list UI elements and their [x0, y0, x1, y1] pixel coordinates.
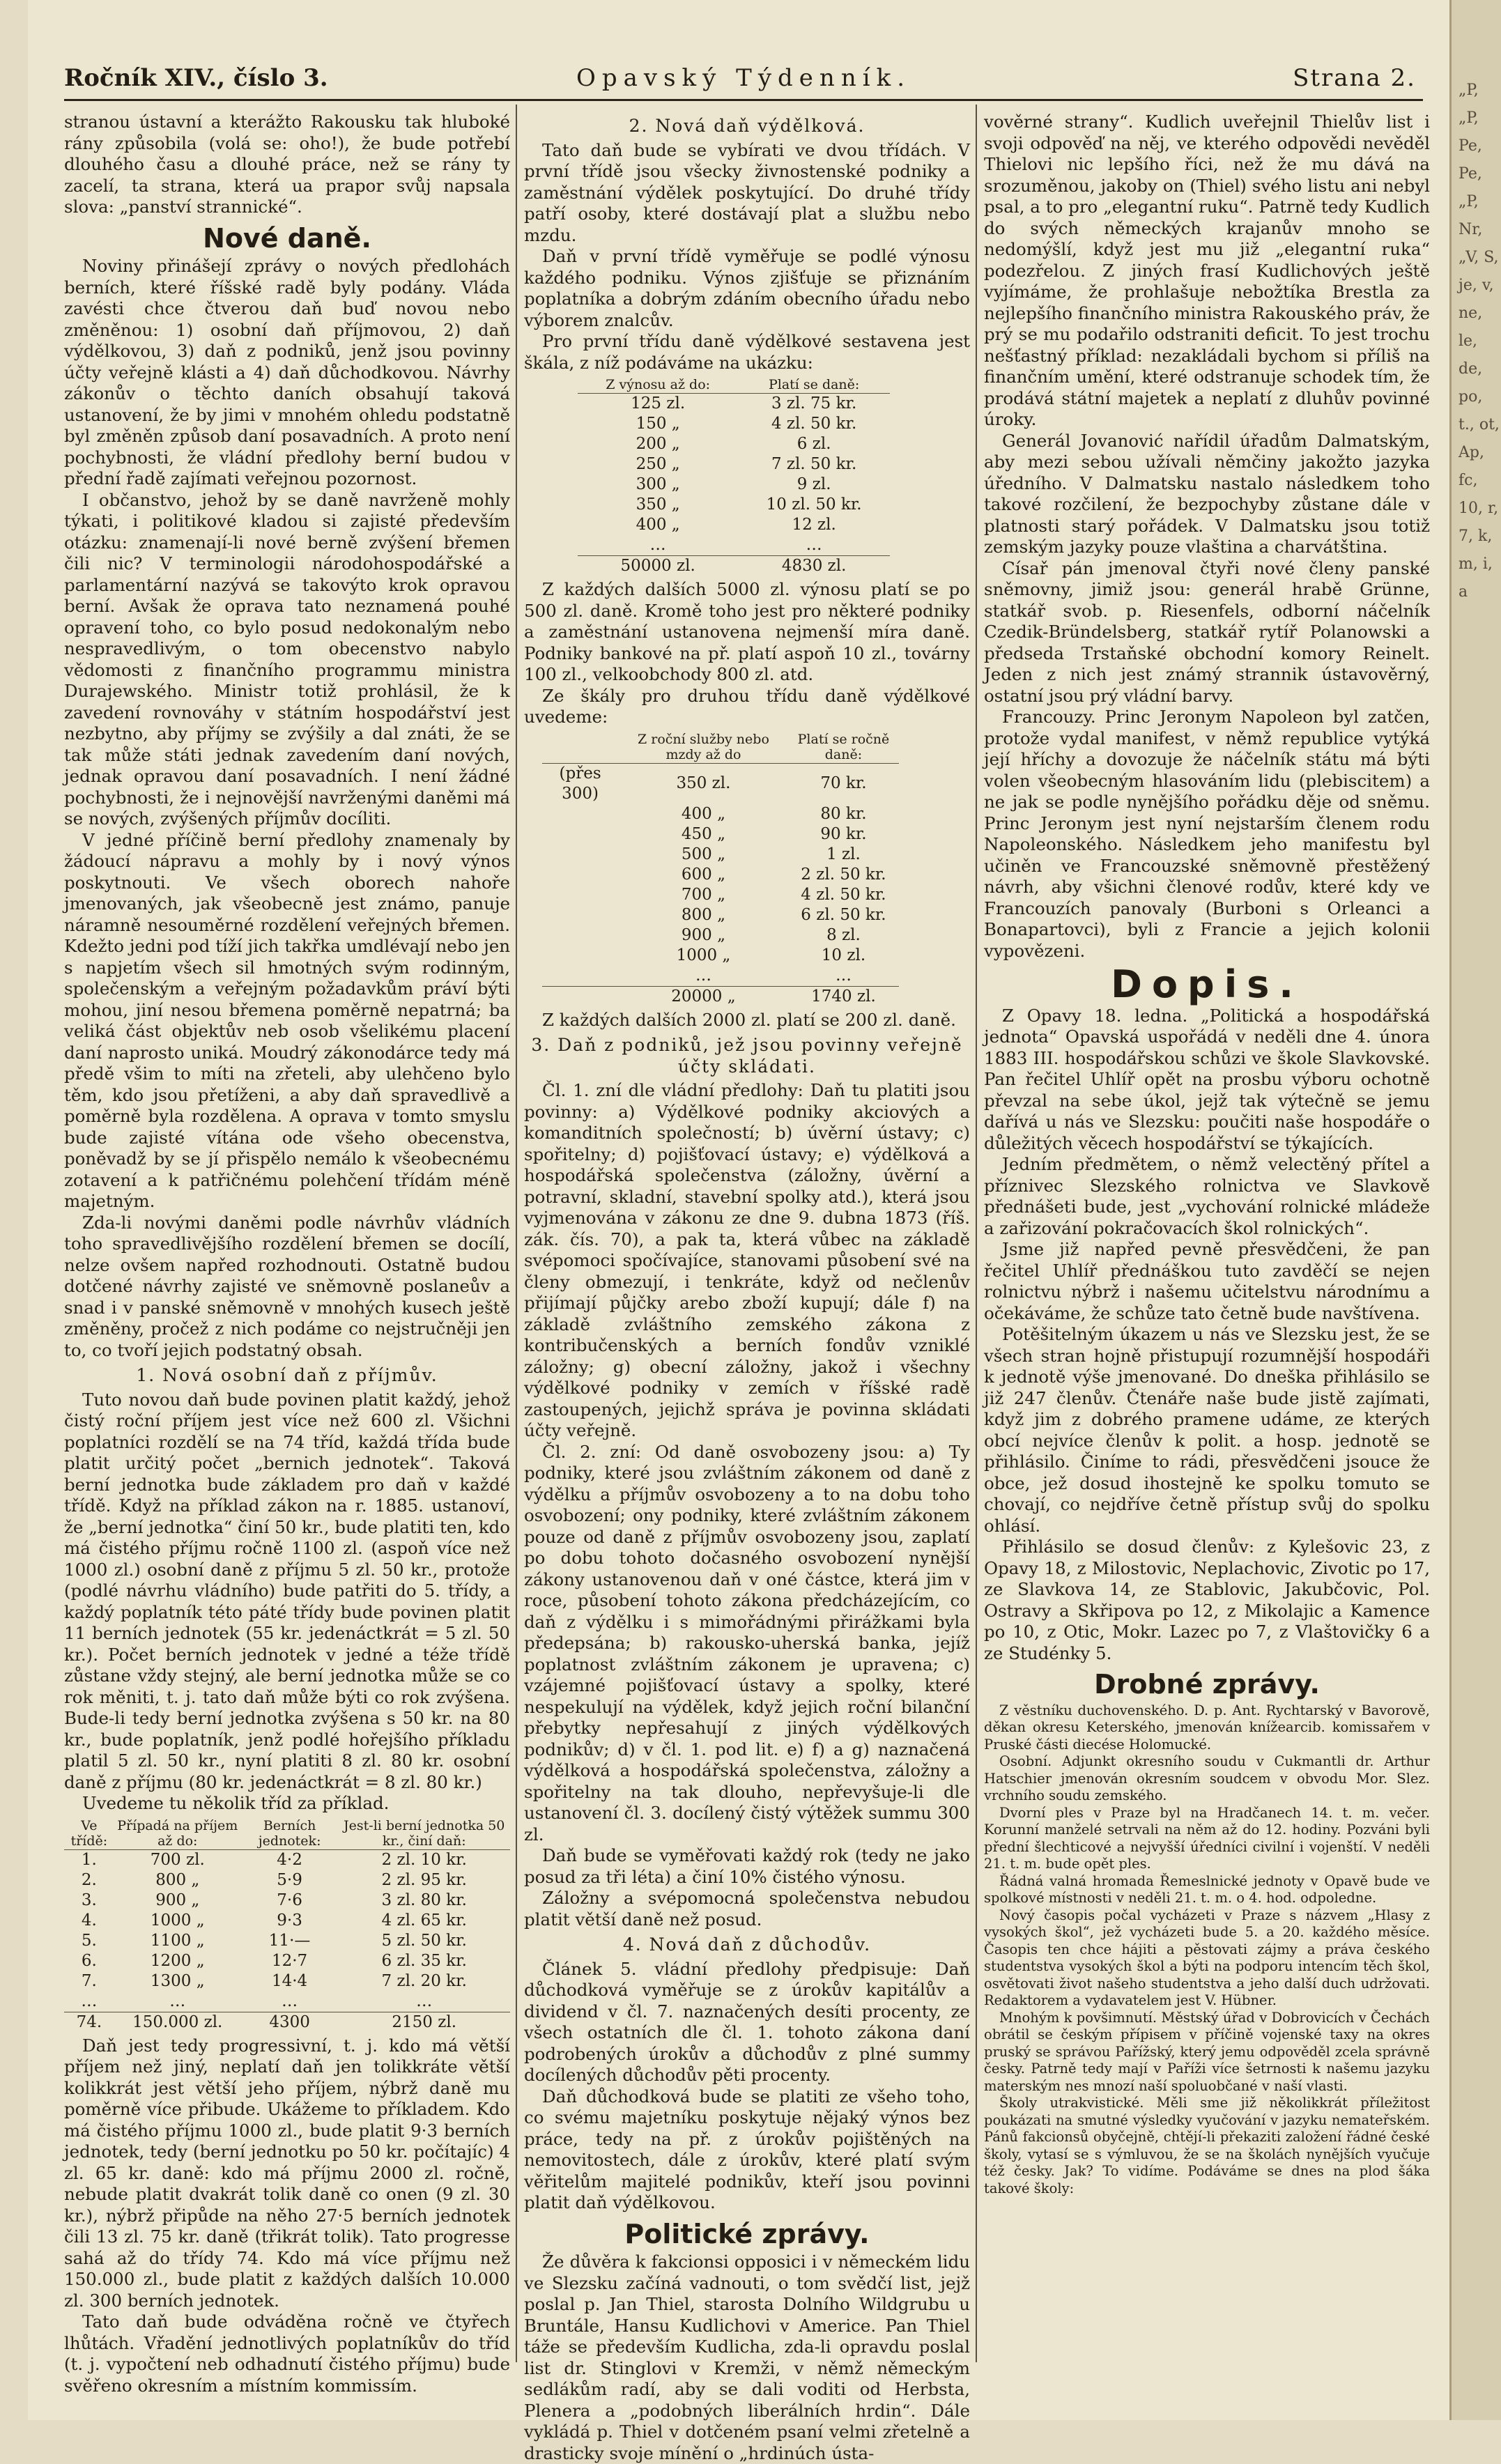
- table-cell: 7 zl. 50 kr.: [771, 455, 857, 473]
- table-row: [542, 966, 899, 987]
- table-cell: 4 zl. 65 kr.: [381, 1911, 467, 1930]
- table-cell: …: [81, 1992, 98, 2010]
- table-cell: …: [806, 536, 822, 554]
- table-cell: 1 zl.: [826, 845, 861, 863]
- table-cell: 400 „: [681, 804, 726, 823]
- adjacent-page-edge: [1449, 0, 1501, 2420]
- table-cell: 3 zl. 75 kr.: [771, 394, 857, 413]
- paragraph: Jsme již napřed pevně přesvědčeni, že pan řečitel Uhlíř přednáškou tuto zavděčí se nejen rolnictvu nýbrž i našemu učitelstvu národnímu a očekáváme, že schůze tato četně bude navštívena.: [984, 1239, 1430, 1323]
- column-rule: [516, 105, 517, 2362]
- table-row: [578, 475, 890, 495]
- table-cell: 4300: [241, 2012, 339, 2033]
- table-cell: …: [695, 966, 711, 985]
- table-cell: 350 „: [636, 495, 680, 514]
- table-cell: [542, 986, 619, 1007]
- table-row: [64, 1931, 510, 1951]
- table-row: [64, 1891, 510, 1911]
- table-cell: [542, 925, 619, 946]
- table-row: [64, 1911, 510, 1931]
- paragraph: Jedním předmětem, o němž velectěný přítel a příznivec Slezského rolnictva ve Slavkově přednášeti bude, jest „vychování rolnické mládeže a zařizování pokračovacích škol rolnických“.: [984, 1154, 1430, 1238]
- table-header: Z výnosu až do:: [578, 376, 739, 394]
- table-row: [542, 986, 899, 1007]
- table-row: [578, 454, 890, 475]
- paragraph: Že důvěra k fakcionsi opposici i v německém lidu ve Slezsku začíná vadnouti, o tom svědčí list, jejž poslal p. Jan Thiel, starosta Dolního Wildgrubu u Bruntále, Hansu Kudlichovi v Americe. Pan Thiel táže se především Kudlicha, zda-li opravdu poslal list dr. Stinglovi v Kremži, v němž německým sedlákům radí, aby se dali voditi od Herbsta, Plenera a „podobných liberálních hrdin“. Dále vykládá p. Thiel v dotčeném psaní velmi zřetelně a drasticky svoje mínění o „hrdinúch ústa-: [524, 2251, 970, 2463]
- paragraph: Z každých dalších 5000 zl. výnosu platí se po 500 zl. daně. Kromě toho jest pro některé podniky a zaměstnání ustanovena nejmenší míra daně. Podniky bankové na př. platí aspoň 10 zl., továrny 100 zl., velkoobchody 800 zl. atd.: [524, 579, 970, 684]
- trade-tax-table-2: [542, 731, 899, 1007]
- table-cell: 125 zl.: [631, 394, 686, 413]
- paragraph: Čl. 2. zní: Od daně osvobozeny jsou: a) Ty podniky, které jsou zvláštním zákonem od daně z výdělku a příjmův osvobozeny a to na dobu toho osvobození; ony podniky, které zvláštním zákonem pouze od daně z příjmův osvobozeny jsou, zaplatí po dobu tohoto dočasného osvobození nynější zákony ustanovenou daň v oné částce, která jim v roce, působení tohoto zákona předcházejícím, co daň z výdělku i s mimořádnými přirážkami byla předepsána; b) rakousko-uherská banka, jejíž poplatnost zvláštním zákonem je upravena; c) vzájemné pojišťovací ústavy a spolky, které nespekulují na výdělek, když jejich roční bilanční přebytky nepřesahují z jiných výdělkových podnikův; d) v čl. 1. pod lit. e) f) a g) naznačená výdělková a hospodářská společenstva, záložny a spořitelny na tak dlouho, nepřevyšuje-li dle ustanovení čl. 3. docílený čistý výtěžek summu 300 zl.: [524, 1441, 970, 1845]
- table-cell: 800 „: [155, 1870, 200, 1889]
- paragraph: Ze škály pro druhou třídu daně výdělkové uvedeme:: [524, 685, 970, 727]
- news-item: Školy utrakvistické. Měli sme již několikkrát příležitost poukázati na smutné výsledky vyučování v jazyku nemateřském. Pánů fakcionsů obyčejně, chtějí-li překaziti založení řádné české školy, vytasí se s výmluvou, že se na školách nynějších vyučuje též česky. Jak? To vidíme. Podáváme se dnes na plod šáka takové školy:: [984, 2095, 1430, 2196]
- paragraph: Z Opavy 18. ledna. „Politická a hospodářská jednota“ Opavská uspořádá v neděli dne 4. února 1883 III. hospodářskou schůzi ve škole Slavkovské. Pan řečitel Uhlíř opět na prosbu výboru ochotně převzal na sebe úkol, jejž tak výtečně se jemu dařívá u nás ve Slezsku: poučiti naše hospodáře o důležitých věcech hospodářství se týkajících.: [984, 1005, 1430, 1153]
- table-row: [542, 946, 899, 966]
- table-cell: 800 „: [681, 905, 726, 924]
- article-title: Drobné zprávy.: [1094, 1669, 1320, 1700]
- table-cell: 6 zl.: [796, 435, 831, 453]
- table-cell: 5.: [81, 1931, 97, 1950]
- table-cell: 900 „: [155, 1891, 200, 1909]
- news-item: Mnohým k povšimnutí. Městský úřad v Dobrovicích v Čechách obrátil se českým přípisem v příčině vojenské taxy na okres pruský se správou Pařížský, který jemu odpověděl zcela správně česky. Patrně tedy mají v Paříži více šetrnosti k našemu jazyku materským nes mnozí naší spoluobčané v naší vlasti.: [984, 2009, 1430, 2094]
- table-cell: [542, 885, 619, 905]
- column-3: [984, 111, 1430, 2341]
- table-header: Platí se ročně daně:: [788, 731, 898, 764]
- table-cell: 450 „: [681, 824, 726, 843]
- paragraph: Daň bude se vyměřovati každý rok (tedy ne jako posud za tři léta) a činí 10% čistého výnosu.: [524, 1845, 970, 1887]
- table-cell: 2.: [81, 1870, 97, 1889]
- table-header: Platí se daně:: [739, 376, 890, 394]
- paragraph: Článek 5. vládní předlohy předpisuje: Daň důchodková vyměřuje se z úrokův kapitálův a dividend v čl. 7. naznačených desíti procenty, ze všech ostatních dle čl. 1. tohoto zákona daní podrobených úrokův a důchodův z plné summy docílených důchodův pěti procenty.: [524, 1958, 970, 2085]
- news-item: Řádná valná hromada Řemeslnické jednoty v Opavě bude ve spolkové místnosti v neděli 21. t. m. o 4. hod. odpoledne.: [984, 1872, 1430, 1906]
- table-cell: 4830 zl.: [739, 556, 890, 577]
- table-cell: 500 „: [681, 845, 726, 863]
- table-cell: 1000 „: [676, 946, 731, 964]
- table-cell: 150.000 zl.: [114, 2012, 241, 2033]
- column-rule: [976, 105, 977, 2362]
- table-row: [578, 434, 890, 454]
- table-cell: 1.: [81, 1850, 97, 1869]
- table-cell: [542, 905, 619, 925]
- paragraph: Přihlásilo se dosud členův: z Kylešovic 23, z Opavy 18, z Milostovic, Neplachovic, Zivotic po 17, ze Slavkova 14, ze Stablovic, Jakubčovic, Pol. Ostravy a Skřipova po 12, z Mikolajic a Kamence po 10, z Otic, Mokr. Lazec po 7, z Vlaštovičky 6 a ze Studénky 5.: [984, 1537, 1430, 1663]
- income-tax-table: [64, 1817, 510, 2033]
- table-header: Berních jednotek:: [241, 1817, 339, 1850]
- table-cell: …: [282, 1992, 298, 2010]
- table-cell: …: [835, 966, 852, 985]
- table-row: [64, 1992, 510, 2012]
- table-cell: 9·3: [277, 1911, 302, 1930]
- table-row: [542, 925, 899, 946]
- article-title: Politické zprávy.: [624, 2218, 870, 2249]
- table-cell: 11·—: [268, 1931, 311, 1950]
- table-cell: 4 zl. 50 kr.: [801, 885, 886, 904]
- table-cell: [542, 966, 619, 987]
- news-item: Nový časopis počal vycházeti v Praze s názvem „Hlasy z vysokých škol“, jež vycházeti bude 5. a 20. každého měsíce. Časopis ten chce hájiti a pěstovati zájmy a práva českého studentstva vysokých škol a býti na podporu intencím těch škol, osvětovati život našeho studentstva a jeho další duch udržovati. Redaktorem a vydavatelem jest V. Hübner.: [984, 1907, 1430, 2008]
- section-heading: 4. Nová daň z důchodův.: [622, 1934, 872, 1955]
- table-cell: 1740 zl.: [788, 986, 898, 1007]
- table-row: [542, 865, 899, 885]
- table-cell: 7·6: [277, 1891, 302, 1909]
- column-1: [64, 111, 510, 2396]
- paragraph: Generál Jovanović nařídil úřadům Dalmatským, aby mezi sebou užívali němčiny jakožto jazyka úředního. V Dalmatsku nastalo následkem toho takové rozčilení, že bezpochyby zůstane dále v platnosti starý pořádek. V Dalmatsku jsou totiž zemským jazyky pouze vlaština a charvátština.: [984, 430, 1430, 557]
- table-row: [578, 535, 890, 556]
- table-cell: [542, 804, 619, 824]
- table-row: [578, 414, 890, 434]
- table-cell: 600 „: [681, 865, 726, 884]
- table-cell: 150 „: [636, 415, 680, 433]
- paragraph: Čl. 1. zní dle vládní předlohy: Daň tu platiti jsou povinny: a) Výdělkové podniky akciových a komanditních společností; b) úvěrní ústavy; c) spořitelny; d) pojišťovací ústavy; e) výdělková a hospodářská společenstva (záložny, úvěrní a potravní, skladní, stavební spolky atd.), která jsou vyjmenována v zákonu ze dne 9. dubna 1873 (říš. zák. čís. 70), a pak ta, která vůbec na základě svépomoci spočívajíce, stanovami působení své na členy obmezují, i tenkráte, když od nečlenův přijímají půjčky arebo zboží kupují; dále f) na základě zvláštního zemského zákona z kontribučenských a berních fondův vzniklé záložny; g) obecní záložny, jakož i všechny výdělkové podniky v zemích v říšské radě zastoupených, jejichž správa je povinna skládati účty veřejně.: [524, 1080, 970, 1440]
- table-cell: 8 zl.: [826, 925, 861, 944]
- table-row: [64, 2012, 510, 2033]
- table-cell: [542, 845, 619, 865]
- table-cell: 7.: [81, 1971, 97, 1990]
- table-cell: 7 zl. 20 kr.: [381, 1971, 467, 1990]
- table-cell: 6 zl. 35 kr.: [381, 1951, 467, 1970]
- table-cell: 250 „: [636, 455, 680, 473]
- paragraph: I občanstvo, jehož by se daně navrženě mohly týkati, i politikové kladou si zajisté především otázku: znamenají-li nové berně zvýšení břemen čili nic? V terminologii národohospodářské a parlamentární nazývá se takovýto krok opravou berní. Avšak že oprava tato neznamená pouhé opravení toho, co bylo posud nedokonalým nebo nespravedlivým, o tom obecenstvo nabylo vědomosti z finančního programmu ministra Durajewského. Ministr totiž prohlásil, že k zavedení rovnováhy v státním hospodářství jest nezbytno, aby příjmy se zvýšily a dal znáti, že se tak může státi jednak zavedením daní nových, jednak opravou daní posavadních. I není žádné pochybnosti, že i nejnovější navrženými daněmi má se nových, zvýšených příjmův docíliti.: [64, 489, 510, 829]
- table-cell: [542, 865, 619, 885]
- table-cell: 4.: [81, 1911, 97, 1930]
- paragraph: Potěšitelným úkazem u nás ve Slezsku jest, že se všech stran hojně přistupují rozumnější hospodáři k jednotě výše jmenované. Do dneška přihlásilo se již 247 členův. Čtenáře naše bude jistě zajímati, když jim z dobrého pramene udáme, ze kterých obcí nejvíce členův k polit. a hosp. jednotě se přihlásilo. Činíme to rádi, přesvědčeni jsouce že obce, jež dosud ihostejně ke spolku tomuto se chovají, co nejdříve četně přístup svůj do spolku ohlásí.: [984, 1324, 1430, 1536]
- table-cell: 20000 „: [619, 986, 789, 1007]
- table-cell: 10 zl.: [821, 946, 866, 964]
- table-row: [542, 804, 899, 824]
- news-item: Dvorní ples v Praze byl na Hradčanech 14. t. m. večer. Korunní manželé setrvali na něm až do 12. hodiny. Pozváni byli přední šlechticové a nejvyšší úředníci civilní i vojenští. V neděli 21. t. m. bude opět ples.: [984, 1804, 1430, 1872]
- table-row: [578, 515, 890, 535]
- table-row: [64, 1971, 510, 1992]
- adjacent-page-fragments: „P, „P, Pe, Pe, „P, Nr, „V, S, je, v, ne, le, de, po, t., ot, Ap, fc, 10, r, 7, k, m, i, a: [1458, 82, 1500, 601]
- paragraph: Pro první třídu daně výdělkové sestavena jest škála, z níž podáváme na ukázku:: [524, 331, 970, 373]
- paragraph: Daň jest tedy progressivní, t. j. kdo má větší příjem než jiný, neplatí daň jen tolikkráte větší kolikkrát jest větší jeho příjem, nýbrž daně mu poměrně více přibude. Ukážeme to příkladem. Kdo má čistého příjmu 1000 zl., bude platit 9·3 berních jednotek, tedy (berní jednotku po 50 kr. počítajíc) 4 zl. 65 kr. daně: kdo má příjmu 2000 zl. ročně, nebude platit dvakrát tolik daně co onen (9 zl. 30 kr.), nýbrž připůde na něho 27·5 berních jednotek čili 13 zl. 75 kr. daně (třikrát tolik). Tato progresse sahá až do třídy 74. Kdo má více příjmu než 150.000 zl., bude platit z každých dalších 10.000 zl. 300 berních jednotek.: [64, 2035, 510, 2311]
- newspaper-title: Opavský Týdenník.: [576, 64, 911, 92]
- table-cell: 1000 „: [150, 1911, 205, 1930]
- table-cell: [542, 824, 619, 845]
- table-cell: 5·9: [277, 1870, 302, 1889]
- table-cell: 300 „: [636, 475, 680, 493]
- table-header: Ve třídě:: [64, 1817, 114, 1850]
- table-cell: 4·2: [277, 1850, 302, 1869]
- table-cell: 5 zl. 50 kr.: [381, 1931, 467, 1950]
- table-header: Z roční služby nebo mzdy až do: [619, 731, 789, 764]
- table-header: Případá na příjem až do:: [114, 1817, 241, 1850]
- table-cell: 1100 „: [150, 1931, 205, 1950]
- paragraph: Z každých dalších 2000 zl. platí se 200 zl. daně.: [542, 1009, 956, 1030]
- table-cell: 70 kr.: [820, 774, 867, 792]
- paragraph: Císař pán jmenoval čtyři nové členy panské sněmovny, jimiž jsou: generál hrabě Grünne, statkář svob. p. Riesenfels, odborní náčelník Czedik-Bründelsberg, statkář rytíř Polanowski a předseda Trstaňské obchodní komory Reinelt. Jeden z nich jest známý strannik ústavověrný, ostatní jsou prý vládní barvy.: [984, 557, 1430, 706]
- table-cell: 200 „: [636, 435, 680, 453]
- table-row: [542, 905, 899, 925]
- page-number: Strana 2.: [1293, 64, 1416, 92]
- table-cell: 700 „: [681, 885, 726, 904]
- table-cell: 2 zl. 10 kr.: [381, 1850, 467, 1869]
- table-row: [64, 1951, 510, 1971]
- paragraph: Tato daň bude se vybírati ve dvou třídách. V první třídě jsou všecky živnostenské podniky a zaměstnání výdělek poskytující. Do druhé třídy patří osoby, které dostávají plat a službu nebo mzdu.: [524, 139, 970, 245]
- table-row: [542, 824, 899, 845]
- paragraph: vověrné strany“. Kudlich uveřejnil Thielův list i svoji odpověď na něj, ve kterého odpovědi nevěděl Thielovi nic lepšího říci, než že mu dává na srozuměnou, jakoby on (Thiel) svého listu ani nebyl psal, a to pro „elegantní ruku“. Patrně tedy Kudlich do svých německých krajanův mnoho se nedomýšlí, když jest mu již „elegantní ruka“ podezřelou. Z jiných frasí Kudlichových ještě vyjímáme, že prohlašuje nebožtíka Brestla za nejlepšího finančního ministra Rakouského práv, že prý se mu podařilo odstraniti deficit. To jest trochu nešťastný příklad: nezakládali bychom si příliš na finančním umění, které odstranuje schodek tím, že prodává státní majetek a neplatí z dluhův povinné úroky.: [984, 111, 1430, 429]
- paragraph: Uvedeme tu několik tříd za příklad.: [82, 1793, 390, 1813]
- table-cell: …: [169, 1992, 186, 2010]
- table-row: [578, 394, 890, 415]
- table-cell: [542, 946, 619, 966]
- table-cell: 12·7: [271, 1951, 308, 1970]
- table-cell: 14·4: [271, 1971, 308, 1990]
- page-header: [64, 56, 1423, 101]
- table-row: [542, 845, 899, 865]
- paragraph: Tato daň bude odváděna ročně ve čtyřech lhůtách. Vřadění jednotlivých poplatníkův do tříd (t. j. vypočtení neb odhadnutí čistého příjmu) bude svěřeno okresním a místním kommissím.: [64, 2311, 510, 2396]
- paragraph: Daň důchodková bude se platiti ze všeho toho, co svému majetníku poskytuje nějaký výnos bez práce, tedy na př. z úrokův pojištěných na nemovitostech, dále z úrokův, které platí svým věřitelům majitelé podnikův, kteří jsou povinni platit daň výdělkovou.: [524, 2086, 970, 2212]
- news-item: Osobní. Adjunkt okresního soudu v Cukmantli dr. Arthur Hatschier jmenován okresním soudcem v obvodu Mor. Slez. vrchního soudu zemského.: [984, 1753, 1430, 1803]
- paragraph: Tuto novou daň bude povinen platit každý, jehož čistý roční příjem jest více než 600 zl. Všichni poplatníci rozdělí se na 74 tříd, každá třída bude platit určitý počet „bernich jednotek“. Taková berní jednotka bude základem pro daň v každé třídě. Když na příklad zákon na r. 1885. ustanoví, že „berní jednotka“ činí 50 kr., bude platiti ten, kdo má čistého příjmu ročně 1100 zl. (aspoň více než 1000 zl.) osobní daně z příjmu 5 zl. 50 kr., protože (podlé návrhu vládního) bude patřiti do 5. třídy, a každý poplatník této páté třídy bude povinen platit 11 berních jednotek (55 kr. jedenáctkrát = 5 zl. 50 kr.). Počet berních jednotek v jedné a téže třídě zůstane vždy stejný, ale berní jednotka může se co rok měniti, t. j. tato daň může býti co rok zvýšena. Bude-li tedy berní jednotka zvýšena s 50 kr. na 80 kr., bude poplatník, jenž podlé hořejšího příkladu platil 5 zl. 50 kr., nyní platiti 8 zl. 80 kr. osobní daně z příjmu (80 kr. jedenáctkrát = 8 zl. 80 kr.): [64, 1389, 510, 1792]
- paragraph: Noviny přinášejí zprávy o nových předlohách berních, které říšské radě byly podány. Vláda zavésti chce čtverou daň buď novou nebo změněnou: 1) osobní daň příjmovou, 2) daň výdělkovou, 3) daň z podniků, jenž jsou povinny účty veřejně klásti a 4) daň důchodkovou. Návrhy zákonův o těchto daních obsahují taková ustanovení, že by jimi v mnohém ohledu podstatně byl změněn způsob daní posavadních. A proto není pochybnosti, že vládní předlohy berní budou v přední řadě zajímati veřejnou pozornost.: [64, 256, 510, 488]
- table-cell: 2150 zl.: [338, 2012, 510, 2033]
- table-cell: 2 zl. 95 kr.: [381, 1870, 467, 1889]
- table-cell: 1200 „: [150, 1951, 205, 1970]
- table-cell: 6 zl. 50 kr.: [801, 905, 886, 924]
- table-row: [542, 885, 899, 905]
- table-row: [64, 1849, 510, 1870]
- table-header: Jest-li berní jednotka 50 kr., činí daň:: [338, 1817, 510, 1850]
- news-item: Z věstníku duchovenského. D. p. Ant. Rychtarský v Bavorově, děkan okresu Keterského, jmenován knížearcib. komissařem v Pruské části diecése Holomucké.: [984, 1702, 1430, 1753]
- table-cell: 74.: [64, 2012, 114, 2033]
- table-cell: 1300 „: [150, 1971, 205, 1990]
- table-cell: …: [416, 1992, 433, 2010]
- paragraph: Francouzy. Princ Jeronym Napoleon byl zatčen, protože vydal manifest, v němž republice vytýká její hříchy a dovozuje že náčelník státu má býti volen všeobecným hlasováním lidu (plebiscitem) a ne jak se podle nynějšího pořádku děje od sněmu. Princ Jeronym jest nyní nejstarším členem rodu Napoleonského. Následkem jeho manifestu byl učiněn ve Francouzské sněmovně přestěžený návrh, aby všichni členové rodův, které kdy ve Francouzích panovaly (Burboni s Orleanci a Bonapartovci), byli z Francie a jejich kolonii vypovězeni.: [984, 707, 1430, 961]
- table-cell: 700 zl.: [150, 1850, 205, 1869]
- table-cell: 50000 zl.: [578, 556, 739, 577]
- table-cell: 12 zl.: [792, 516, 836, 534]
- issue-number: Ročník XIV., číslo 3.: [64, 64, 328, 92]
- table-cell: 3.: [81, 1891, 97, 1909]
- table-cell: 80 kr.: [820, 804, 867, 823]
- table-row: [578, 495, 890, 515]
- table-cell: (přes 300): [559, 764, 601, 803]
- column-2: [524, 111, 970, 2463]
- table-row: [542, 763, 899, 804]
- paragraph: Daň v první třídě vyměřuje se podlé výnosu každého podniku. Výnos zjišťuje se přiznáním poplatníka a dobrým zdáním obecního úřadu nebo výborem znalcův.: [524, 246, 970, 330]
- article-title: Dopis.: [1111, 962, 1303, 1006]
- table-cell: 90 kr.: [820, 824, 867, 843]
- news-briefs: [984, 1702, 1430, 2198]
- table-cell: 900 „: [681, 925, 726, 944]
- table-cell: 350 zl.: [676, 774, 731, 792]
- paragraph: stranou ústavní a kterážto Rakousku tak hluboké rány způsobila (volá se: oho!), že bude potřebí dlouhého času a dlouhé práce, než se rány ty zacelí, ta strana, která ua prapor svůj napsala slova: „panství strannické“.: [64, 111, 510, 217]
- paragraph: Zda-li novými daněmi podle návrhův vládních toho spravedlivějšího rozdělení břemen se docílí, nelze ovšem napřed rozhodnouti. Ostatně budou dotčené návrhy zajisté ve sněmovně poslaneův a snad i v panské sněmovně v mnohých kusech ještě změněny, pročež z nich podáme co nejstručněji jen to, co tvoří jejich podstatný obsah.: [64, 1212, 510, 1360]
- section-heading: 3. Daň z podniků, jež jsou povinny veřejně účty skládati.: [531, 1035, 963, 1077]
- table-row: [64, 1870, 510, 1891]
- paragraph: Záložny a svépomocná společenstva nebudou platit větší daně než posud.: [524, 1888, 970, 1930]
- table-cell: …: [649, 536, 666, 554]
- paragraph: V jedné příčině berní předlohy znamenaly by žádoucí nápravu a mohly by i nový výnos poskytnouti. Ve všech oborech nahoře jmenovaných, jak všeobecně jest známo, panuje náramně nesouměrné rozdělení veřejných břemen. Kdežto jedni pod tíží jich takřka umdlévají nebo jen s napjetím všech sil hmotných svým rodinným, společenským a veřejným požadavkům práví býti mohou, jiní nesou břemena poměrně nepatrná; ba veliká část objektův neb osob všelikému placení daní naprosto uniká. Moudrý zákonodárce tedy má předě všim to míti na zřeteli, aby ulehčeno bylo těm, kdo jsou přetíženi, a aby daň spravedlivě a poměrně byla rozdělena. A oprava v tomto smyslu bude zajisté vítána ode všeho obecenstva, poněvadž by se jí přispělo nemálo k všeobecnému zotavení a k patřičnému polehčení třídám méně majetným.: [64, 829, 510, 1211]
- article-title: Nové daně.: [203, 222, 371, 254]
- table-cell: 9 zl.: [796, 475, 831, 493]
- table-cell: 4 zl. 50 kr.: [771, 415, 857, 433]
- table-cell: 10 zl. 50 kr.: [766, 495, 862, 514]
- section-heading: 2. Nová daň výdělková.: [629, 116, 865, 136]
- table-cell: 2 zl. 50 kr.: [801, 865, 886, 884]
- table-cell: 6.: [81, 1951, 97, 1970]
- table-row: [578, 556, 890, 577]
- section-heading: 1. Nová osobní daň z příjmův.: [136, 1365, 438, 1385]
- table-cell: 400 „: [636, 516, 680, 534]
- table-cell: 3 zl. 80 kr.: [381, 1891, 467, 1909]
- trade-tax-table-1: [578, 376, 890, 576]
